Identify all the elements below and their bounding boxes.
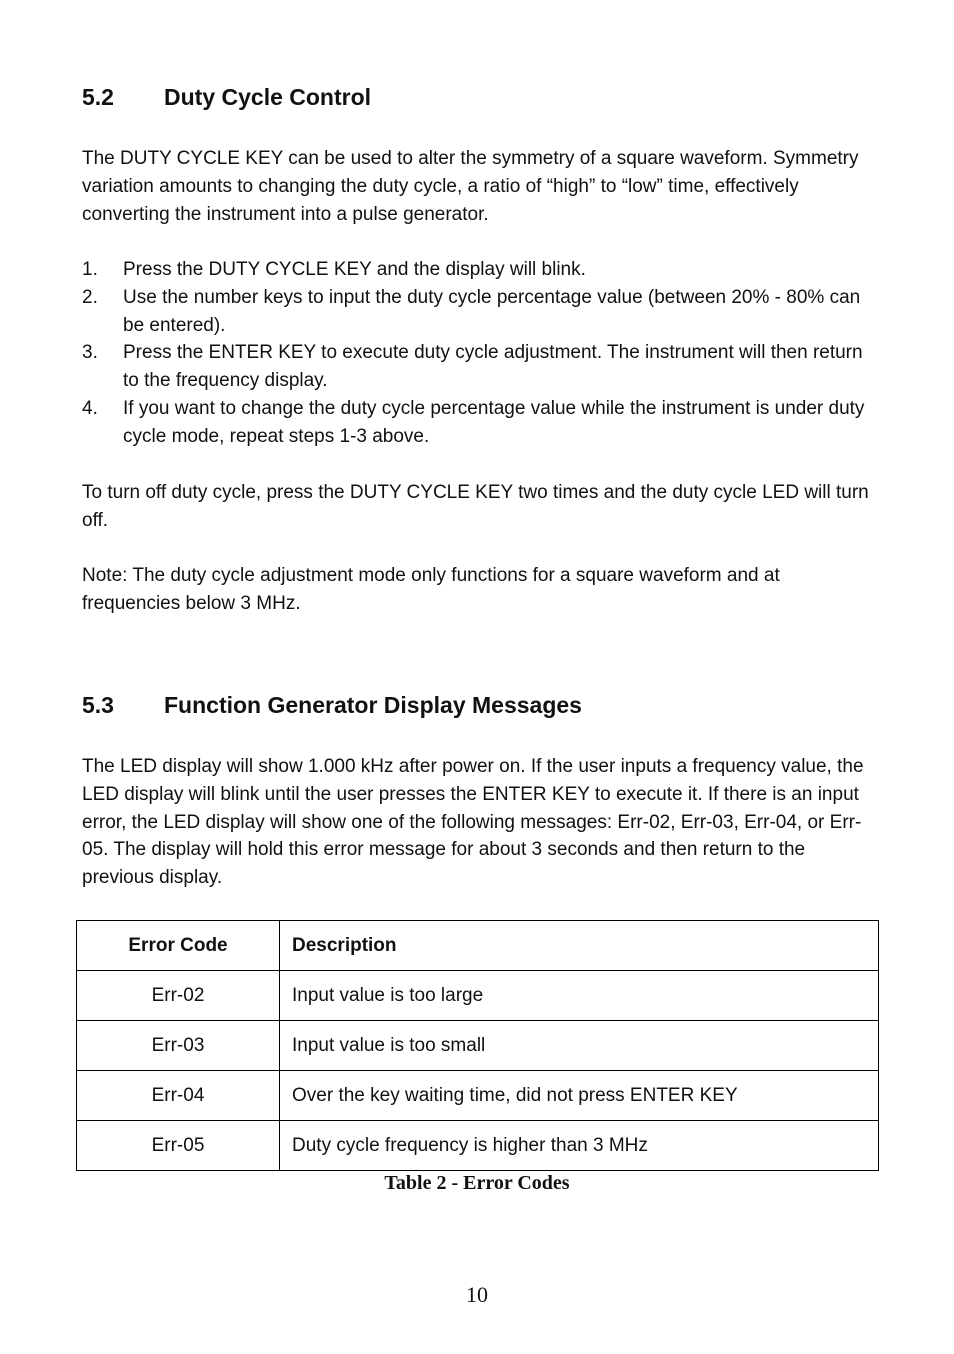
step-text: Press the DUTY CYCLE KEY and the display will blink. (123, 259, 586, 280)
column-header-description: Description (280, 921, 879, 971)
table-header-row (77, 921, 879, 971)
list-item (82, 284, 872, 340)
table-caption: Table 2 - Error Codes (384, 1172, 570, 1194)
description-cell: Input value is too large (280, 971, 879, 1021)
section-number: 5.2 (82, 84, 114, 110)
step-number: 1. (82, 259, 98, 280)
list-item (82, 339, 872, 395)
section-number: 5.3 (82, 692, 114, 718)
duty-cycle-intro: The DUTY CYCLE KEY can be used to alter the symmetry of a square waveform. Symmetry variation amounts to changing the duty cycle, a ratio of “high” to “low” time, effectively converting the instrument into a pulse generator. (82, 148, 859, 225)
display-messages-intro: The LED display will show 1.000 kHz after power on. If the user inputs a frequency value, the LED display will blink until the user presses the ENTER KEY to execute it. If there is an input error, the LED display will show one of the following messages: Err-02, Err-03, Err-04, or Err-05. The display will hold this error message for about 3 seconds and then return to the previous display. (82, 756, 864, 889)
description-cell: Input value is too small (280, 1021, 879, 1071)
error-code-cell: Err-05 (77, 1121, 280, 1171)
section-title: Function Generator Display Messages (164, 692, 582, 718)
step-number: 4. (82, 397, 98, 419)
table-row (77, 1021, 879, 1071)
description-cell: Duty cycle frequency is higher than 3 MHz (280, 1121, 879, 1171)
section-title: Duty Cycle Control (164, 84, 372, 110)
table-row (77, 1071, 879, 1121)
step-text: Use the number keys to input the duty cycle percentage value (between 20% - 80% can be entered). (123, 286, 861, 336)
list-item (82, 256, 872, 284)
note-paragraph: Note: The duty cycle adjustment mode only functions for a square waveform and at frequencies below 3 MHz. (82, 565, 780, 614)
step-number: 2. (82, 286, 98, 308)
table-row (77, 1121, 879, 1171)
duty-cycle-steps (82, 256, 872, 451)
description-cell: Over the key waiting time, did not press ENTER KEY (280, 1071, 879, 1121)
error-codes-table (76, 920, 879, 1171)
page-number: 10 (466, 1282, 488, 1307)
step-text: Press the ENTER KEY to execute duty cycle adjustment. The instrument will then return to the frequency display. (123, 342, 863, 392)
turn-off-paragraph: To turn off duty cycle, press the DUTY CYCLE KEY two times and the duty cycle LED will turn off. (82, 482, 869, 531)
table-row (77, 971, 879, 1021)
error-code-cell: Err-02 (77, 971, 280, 1021)
step-text: If you want to change the duty cycle percentage value while the instrument is under duty cycle mode, repeat steps 1-3 above. (123, 397, 865, 447)
error-code-cell: Err-04 (77, 1071, 280, 1121)
column-header-error-code: Error Code (77, 921, 280, 971)
step-number: 3. (82, 342, 98, 364)
list-item (82, 395, 872, 451)
error-code-cell: Err-03 (77, 1021, 280, 1071)
